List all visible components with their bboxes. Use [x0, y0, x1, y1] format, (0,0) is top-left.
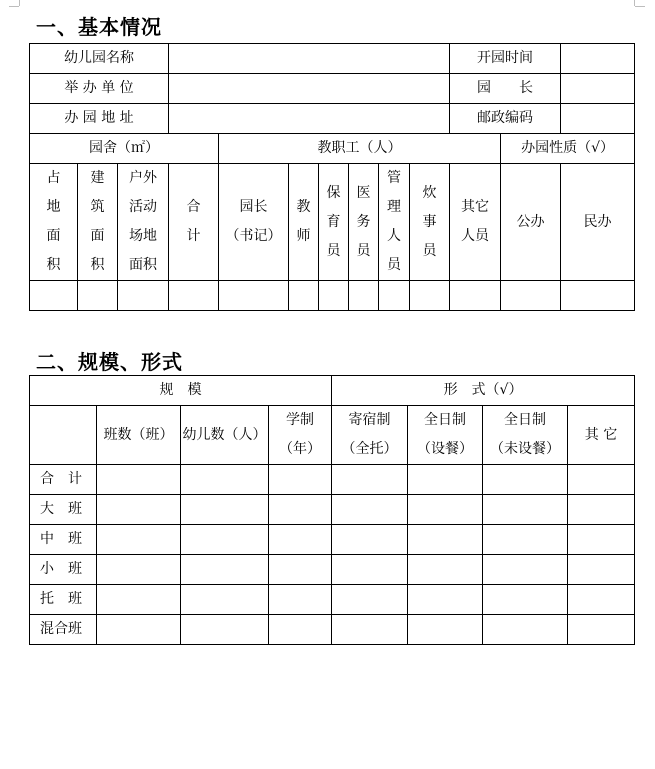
principal-secretary-value[interactable]	[219, 281, 289, 311]
cell[interactable]	[97, 495, 181, 525]
page-corner-mark-left-h	[9, 6, 19, 7]
cell[interactable]	[269, 525, 332, 555]
table-row	[30, 615, 635, 645]
table-row	[30, 495, 635, 525]
cell[interactable]	[97, 615, 181, 645]
boarding-header: 寄宿制 （全托）	[332, 406, 408, 465]
row-label: 小 班	[30, 555, 97, 585]
cell[interactable]	[181, 525, 269, 555]
cell[interactable]	[181, 465, 269, 495]
kindergarten-name-value[interactable]	[169, 44, 450, 74]
table-row	[30, 465, 635, 495]
cell[interactable]	[483, 525, 568, 555]
open-time-value[interactable]	[561, 44, 635, 74]
row-label: 中 班	[30, 525, 97, 555]
basic-info-table	[29, 43, 635, 311]
public-header: 公办	[501, 164, 561, 281]
sponsor-value[interactable]	[169, 74, 450, 104]
land-area-value[interactable]	[30, 281, 78, 311]
cook-header: 炊 事 员	[410, 164, 450, 281]
scale-form-table	[29, 375, 635, 645]
cell[interactable]	[332, 615, 408, 645]
table-row	[30, 555, 635, 585]
cell[interactable]	[483, 555, 568, 585]
cell[interactable]	[568, 465, 635, 495]
page-corner-mark-right-h	[635, 6, 645, 7]
other-staff-header: 其它 人员	[450, 164, 501, 281]
cell[interactable]	[332, 555, 408, 585]
classes-header: 班数（班）	[97, 406, 181, 465]
table-row	[30, 585, 635, 615]
other-header: 其 它	[568, 406, 635, 465]
open-time-label: 开园时间	[450, 44, 561, 74]
outdoor-area-header: 户外 活动 场地 面积	[118, 164, 169, 281]
cell[interactable]	[181, 615, 269, 645]
cell[interactable]	[408, 525, 483, 555]
page-corner-mark-left	[19, 0, 20, 6]
other-staff-value[interactable]	[450, 281, 501, 311]
section1-heading: 一、基本情况	[36, 15, 162, 39]
table-row	[30, 525, 635, 555]
principal-secretary-header: 园长 （书记）	[219, 164, 289, 281]
cell[interactable]	[181, 585, 269, 615]
cell[interactable]	[483, 465, 568, 495]
cell[interactable]	[408, 465, 483, 495]
address-value[interactable]	[169, 104, 450, 134]
row-label: 托 班	[30, 585, 97, 615]
address-label: 办 园 地 址	[30, 104, 169, 134]
medical-value[interactable]	[349, 281, 379, 311]
private-header: 民办	[561, 164, 635, 281]
management-header: 管 理 人 员	[379, 164, 410, 281]
cell[interactable]	[568, 495, 635, 525]
cell[interactable]	[408, 495, 483, 525]
teacher-header: 教 师	[289, 164, 319, 281]
cell[interactable]	[483, 585, 568, 615]
cell[interactable]	[97, 555, 181, 585]
cell[interactable]	[332, 585, 408, 615]
nature-group-header: 办园性质（√）	[501, 134, 635, 164]
cell[interactable]	[568, 555, 635, 585]
scale-group-header: 规 模	[30, 376, 332, 406]
principal-value[interactable]	[561, 74, 635, 104]
caregiver-header: 保 育 员	[319, 164, 349, 281]
caregiver-value[interactable]	[319, 281, 349, 311]
outdoor-area-value[interactable]	[118, 281, 169, 311]
fullday-nomeal-header: 全日制 （未设餐）	[483, 406, 568, 465]
building-group-header: 园舍（㎡）	[30, 134, 219, 164]
row-label-header	[30, 406, 97, 465]
building-area-value[interactable]	[78, 281, 118, 311]
cell[interactable]	[332, 465, 408, 495]
staff-group-header: 教职工（人）	[219, 134, 501, 164]
cell[interactable]	[408, 555, 483, 585]
cell[interactable]	[181, 495, 269, 525]
land-area-header: 占 地 面 积	[30, 164, 78, 281]
cell[interactable]	[408, 585, 483, 615]
cell[interactable]	[269, 555, 332, 585]
building-total-header: 合 计	[169, 164, 219, 281]
cell[interactable]	[97, 465, 181, 495]
cell[interactable]	[269, 495, 332, 525]
cell[interactable]	[181, 555, 269, 585]
section2-heading: 二、规模、形式	[36, 350, 183, 374]
duration-header: 学制 （年）	[269, 406, 332, 465]
building-total-value[interactable]	[169, 281, 219, 311]
row-label: 合 计	[30, 465, 97, 495]
cell[interactable]	[568, 615, 635, 645]
cook-value[interactable]	[410, 281, 450, 311]
cell[interactable]	[332, 495, 408, 525]
sponsor-label: 举 办 单 位	[30, 74, 169, 104]
children-header: 幼儿数（人）	[181, 406, 269, 465]
cell[interactable]	[408, 615, 483, 645]
fullday-meal-header: 全日制 （设餐）	[408, 406, 483, 465]
cell[interactable]	[332, 525, 408, 555]
management-value[interactable]	[379, 281, 410, 311]
cell[interactable]	[269, 585, 332, 615]
cell[interactable]	[97, 525, 181, 555]
postcode-value[interactable]	[561, 104, 635, 134]
cell[interactable]	[269, 615, 332, 645]
row-label: 大 班	[30, 495, 97, 525]
row-label: 混合班	[30, 615, 97, 645]
cell[interactable]	[568, 585, 635, 615]
postcode-label: 邮政编码	[450, 104, 561, 134]
principal-label: 园 长	[450, 74, 561, 104]
form-group-header: 形 式（√）	[332, 376, 635, 406]
medical-header: 医 务 员	[349, 164, 379, 281]
public-value[interactable]	[501, 281, 561, 311]
cell[interactable]	[483, 615, 568, 645]
private-value[interactable]	[561, 281, 635, 311]
kindergarten-name-label: 幼儿园名称	[30, 44, 169, 74]
cell[interactable]	[568, 525, 635, 555]
cell[interactable]	[483, 495, 568, 525]
cell[interactable]	[269, 465, 332, 495]
building-area-header: 建 筑 面 积	[78, 164, 118, 281]
cell[interactable]	[97, 585, 181, 615]
teacher-value[interactable]	[289, 281, 319, 311]
